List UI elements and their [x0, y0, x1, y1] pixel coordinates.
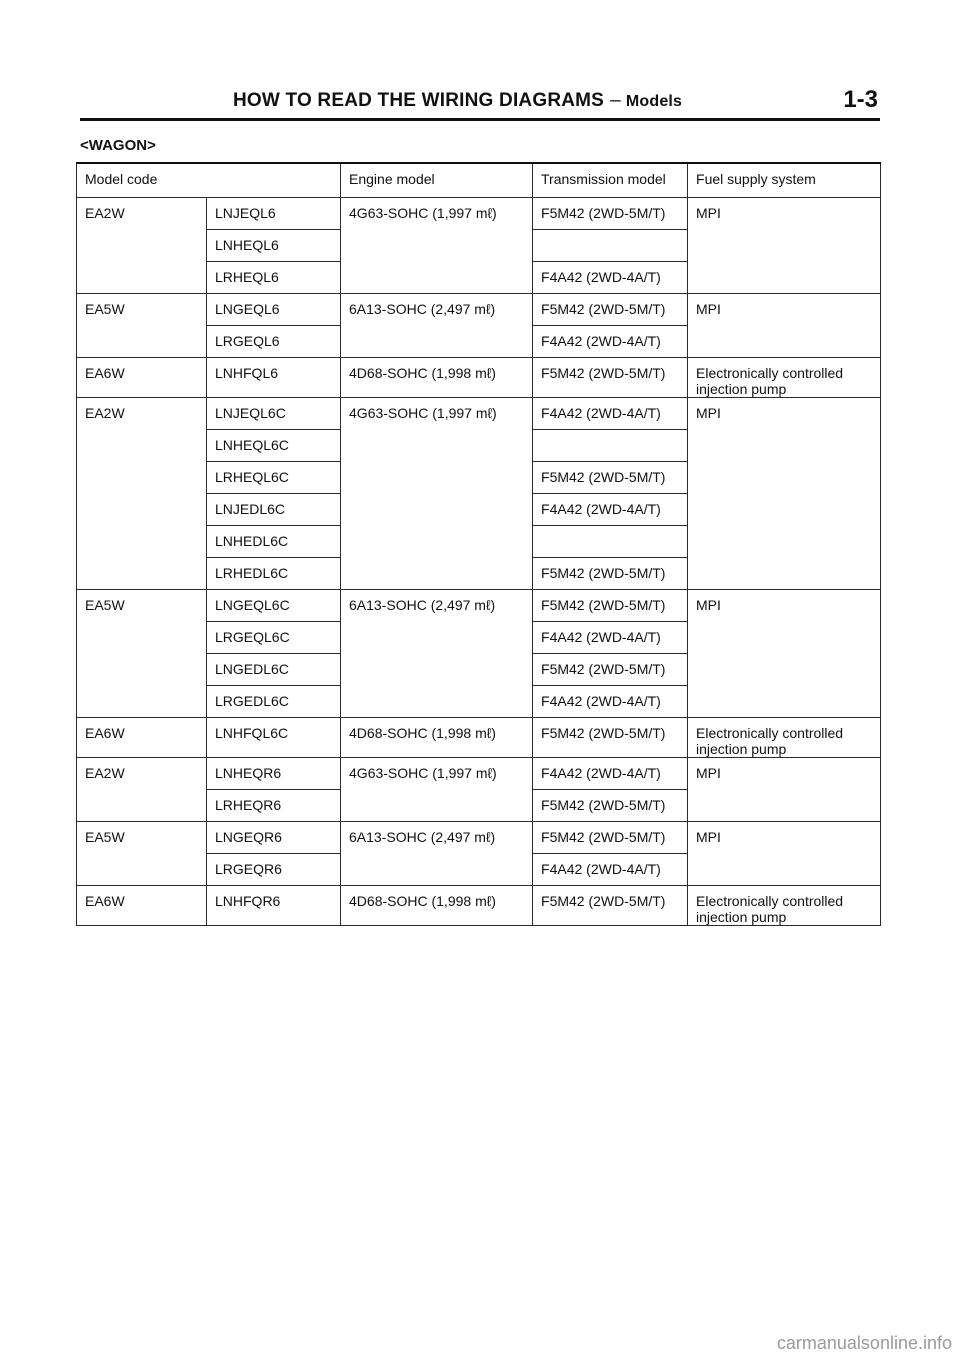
- page-number: 1-3: [843, 86, 878, 113]
- fuel-system-cell: MPI: [688, 294, 881, 358]
- model-code-cell: LNGEQL6C: [207, 590, 341, 622]
- table-row: [77, 822, 881, 854]
- series-cell: EA6W: [77, 358, 207, 398]
- column-header: Transmission model: [533, 163, 688, 198]
- model-code-cell: LRHEQL6C: [207, 462, 341, 494]
- transmission-cell: F5M42 (2WD-5M/T): [533, 294, 688, 326]
- model-code-cell: LNHFQL6: [207, 358, 341, 398]
- series-cell: EA2W: [77, 398, 207, 590]
- engine-model-cell: 4G63-SOHC (1,997 mℓ): [341, 758, 533, 822]
- transmission-cell: [533, 526, 688, 558]
- series-cell: EA2W: [77, 758, 207, 822]
- series-cell: EA6W: [77, 886, 207, 926]
- title-text: HOW TO READ THE WIRING DIAGRAMS: [233, 90, 605, 111]
- engine-model-cell: 4D68-SOHC (1,998 mℓ): [341, 718, 533, 758]
- engine-model-cell: 4G63-SOHC (1,997 mℓ): [341, 398, 533, 590]
- model-code-cell: LNJEQL6C: [207, 398, 341, 430]
- transmission-cell: [533, 430, 688, 462]
- table-row: [77, 198, 881, 230]
- model-table-body: [77, 163, 881, 926]
- table-row: [77, 294, 881, 326]
- column-header: Engine model: [341, 163, 533, 198]
- column-header: Fuel supply system: [688, 163, 881, 198]
- transmission-cell: F5M42 (2WD-5M/T): [533, 558, 688, 590]
- transmission-cell: [533, 230, 688, 262]
- transmission-cell: F4A42 (2WD-4A/T): [533, 262, 688, 294]
- model-code-cell: LNGEDL6C: [207, 654, 341, 686]
- model-code-cell: LRGEQR6: [207, 854, 341, 886]
- model-code-cell: LRHEDL6C: [207, 558, 341, 590]
- model-code-cell: LNHFQR6: [207, 886, 341, 926]
- table-row: [77, 758, 881, 790]
- transmission-cell: F5M42 (2WD-5M/T): [533, 822, 688, 854]
- engine-model-cell: 4D68-SOHC (1,998 mℓ): [341, 886, 533, 926]
- fuel-system-cell: MPI: [688, 822, 881, 886]
- model-code-cell: LRHEQR6: [207, 790, 341, 822]
- engine-model-cell: 6A13-SOHC (2,497 mℓ): [341, 590, 533, 718]
- model-code-cell: LRGEDL6C: [207, 686, 341, 718]
- series-cell: EA6W: [77, 718, 207, 758]
- model-code-cell: LRGEQL6: [207, 326, 341, 358]
- series-cell: EA2W: [77, 198, 207, 294]
- section-heading: <WAGON>: [80, 137, 156, 154]
- model-code-cell: LNHEQL6: [207, 230, 341, 262]
- engine-model-cell: 4D68-SOHC (1,998 mℓ): [341, 358, 533, 398]
- fuel-system-cell: Electronically controlled injection pump: [688, 718, 881, 758]
- transmission-cell: F4A42 (2WD-4A/T): [533, 494, 688, 526]
- title-dash: –: [610, 90, 621, 111]
- fuel-system-cell: MPI: [688, 590, 881, 718]
- transmission-cell: F4A42 (2WD-4A/T): [533, 398, 688, 430]
- table-row: [77, 886, 881, 926]
- model-code-cell: LNGEQR6: [207, 822, 341, 854]
- page-header: [80, 84, 880, 121]
- title-subtitle: Models: [625, 93, 683, 110]
- model-code-cell: LNHEDL6C: [207, 526, 341, 558]
- transmission-cell: F5M42 (2WD-5M/T): [533, 718, 688, 758]
- table-row: [77, 590, 881, 622]
- transmission-cell: F5M42 (2WD-5M/T): [533, 886, 688, 926]
- transmission-cell: F4A42 (2WD-4A/T): [533, 326, 688, 358]
- model-code-cell: LNHEQL6C: [207, 430, 341, 462]
- model-code-cell: LNJEQL6: [207, 198, 341, 230]
- series-cell: EA5W: [77, 822, 207, 886]
- transmission-cell: F5M42 (2WD-5M/T): [533, 590, 688, 622]
- engine-model-cell: 6A13-SOHC (2,497 mℓ): [341, 294, 533, 358]
- engine-model-cell: 6A13-SOHC (2,497 mℓ): [341, 822, 533, 886]
- watermark-footer: carmanualsonline.info: [776, 1333, 952, 1353]
- fuel-system-cell: Electronically controlled injection pump: [688, 358, 881, 398]
- transmission-cell: F4A42 (2WD-4A/T): [533, 686, 688, 718]
- model-code-cell: LNHFQL6C: [207, 718, 341, 758]
- transmission-cell: F4A42 (2WD-4A/T): [533, 622, 688, 654]
- transmission-cell: F4A42 (2WD-4A/T): [533, 758, 688, 790]
- table-row: [77, 718, 881, 758]
- column-header: Model code: [77, 163, 341, 198]
- fuel-system-cell: MPI: [688, 398, 881, 590]
- series-cell: EA5W: [77, 590, 207, 718]
- transmission-cell: F5M42 (2WD-5M/T): [533, 654, 688, 686]
- table-header-row: [77, 163, 881, 198]
- transmission-cell: F5M42 (2WD-5M/T): [533, 198, 688, 230]
- transmission-cell: F5M42 (2WD-5M/T): [533, 462, 688, 494]
- table-row: [77, 358, 881, 398]
- model-code-cell: LNHEQR6: [207, 758, 341, 790]
- model-code-cell: LNGEQL6: [207, 294, 341, 326]
- fuel-system-cell: Electronically controlled injection pump: [688, 886, 881, 926]
- model-code-cell: LNJEDL6C: [207, 494, 341, 526]
- series-cell: EA5W: [77, 294, 207, 358]
- page-title: [233, 90, 682, 112]
- table-row: [77, 398, 881, 430]
- transmission-cell: F5M42 (2WD-5M/T): [533, 358, 688, 398]
- transmission-cell: F4A42 (2WD-4A/T): [533, 854, 688, 886]
- model-code-cell: LRHEQL6: [207, 262, 341, 294]
- engine-model-cell: 4G63-SOHC (1,997 mℓ): [341, 198, 533, 294]
- model-table: [76, 162, 881, 926]
- transmission-cell: F5M42 (2WD-5M/T): [533, 790, 688, 822]
- fuel-system-cell: MPI: [688, 758, 881, 822]
- model-code-cell: LRGEQL6C: [207, 622, 341, 654]
- fuel-system-cell: MPI: [688, 198, 881, 294]
